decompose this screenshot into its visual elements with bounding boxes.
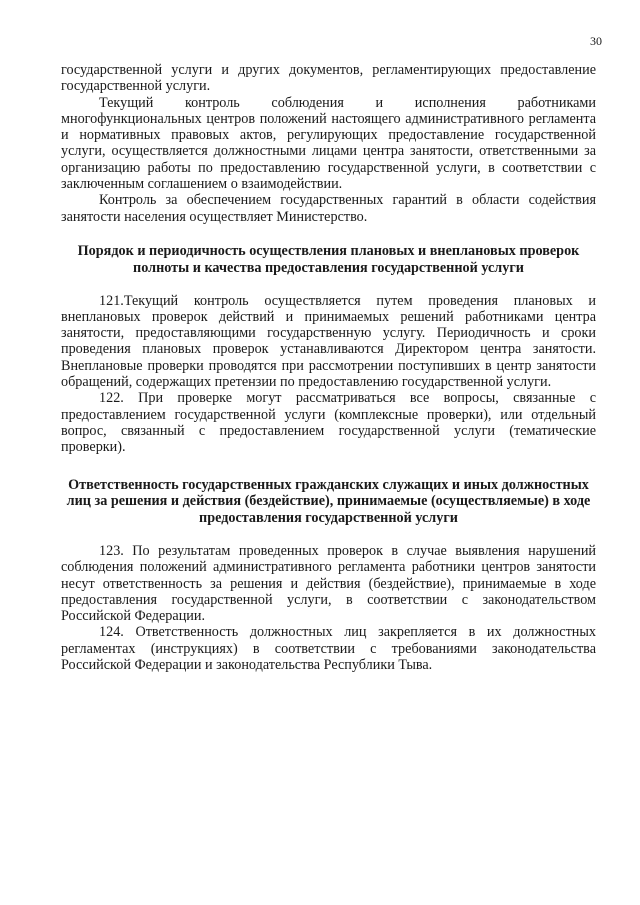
- paragraph-ministry-control: Контроль за обеспечением государственных гарантий в области содействия занятости населения осуществляет Министерство.: [61, 192, 596, 225]
- paragraph-current-control-mfc: Текущий контроль соблюдения и исполнения работниками многофункциональных центров положений настоящего административного регламента и нормативных правовых актов, регулирующих предоставление государственной услуги, осуществляется должностными лицами центра занятости, ответственными за организацию работы по предоставлению государственной услуги, в соответствии с заключенным соглашением о взаимодействии.: [61, 94, 596, 193]
- paragraph-intro-continuation: государственной услуги и других документов, регламентирующих предоставление государственной услуги.: [61, 62, 596, 95]
- paragraph-121: 121.Текущий контроль осуществляется путем проведения плановых и внеплановых проверок действий и принимаемых решений работниками центра занятости, предоставляющими государственную услугу. Периодичность и сроки проведения плановых проверок устанавливаются Директором центра занятости. Внеплановые проверки проводятся при рассмотрении поступивших в центр занятости обращений, содержащих претензии по предоставлению государственной услуги.: [61, 292, 596, 391]
- paragraph-123: 123. По результатам проведенных проверок в случае выявления нарушений соблюдения положений административного регламента работники центров занятости несут ответственность за решения и действия (бездействие), принимаемые в ходе предоставления государственной услуги, в соответствии с законодательством Российской Федерации.: [61, 542, 596, 625]
- page-number: 30: [590, 34, 602, 48]
- section-heading-responsibility: Ответственность государственных гражданских служащих и иных должностных лиц за решения и действия (бездействие), принимаемые (осуществляемые) в ходе предоставления государственной услуги: [66, 476, 591, 527]
- paragraph-122: 122. При проверке могут рассматриваться все вопросы, связанные с предоставлением государственной услуги (комплексные проверки), или отдельный вопрос, связанный с предоставлением государственной услуги (тематические проверки).: [61, 390, 596, 456]
- paragraph-124: 124. Ответственность должностных лиц закрепляется в их должностных регламентах (инструкциях) в соответствии с требованиями законодательства Российской Федерации и законодательства Республики Тыва.: [61, 624, 596, 673]
- page-content: [61, 62, 596, 673]
- section-heading-inspections: Порядок и периодичность осуществления плановых и внеплановых проверок полноты и качества предоставления государственной услуги: [77, 242, 580, 276]
